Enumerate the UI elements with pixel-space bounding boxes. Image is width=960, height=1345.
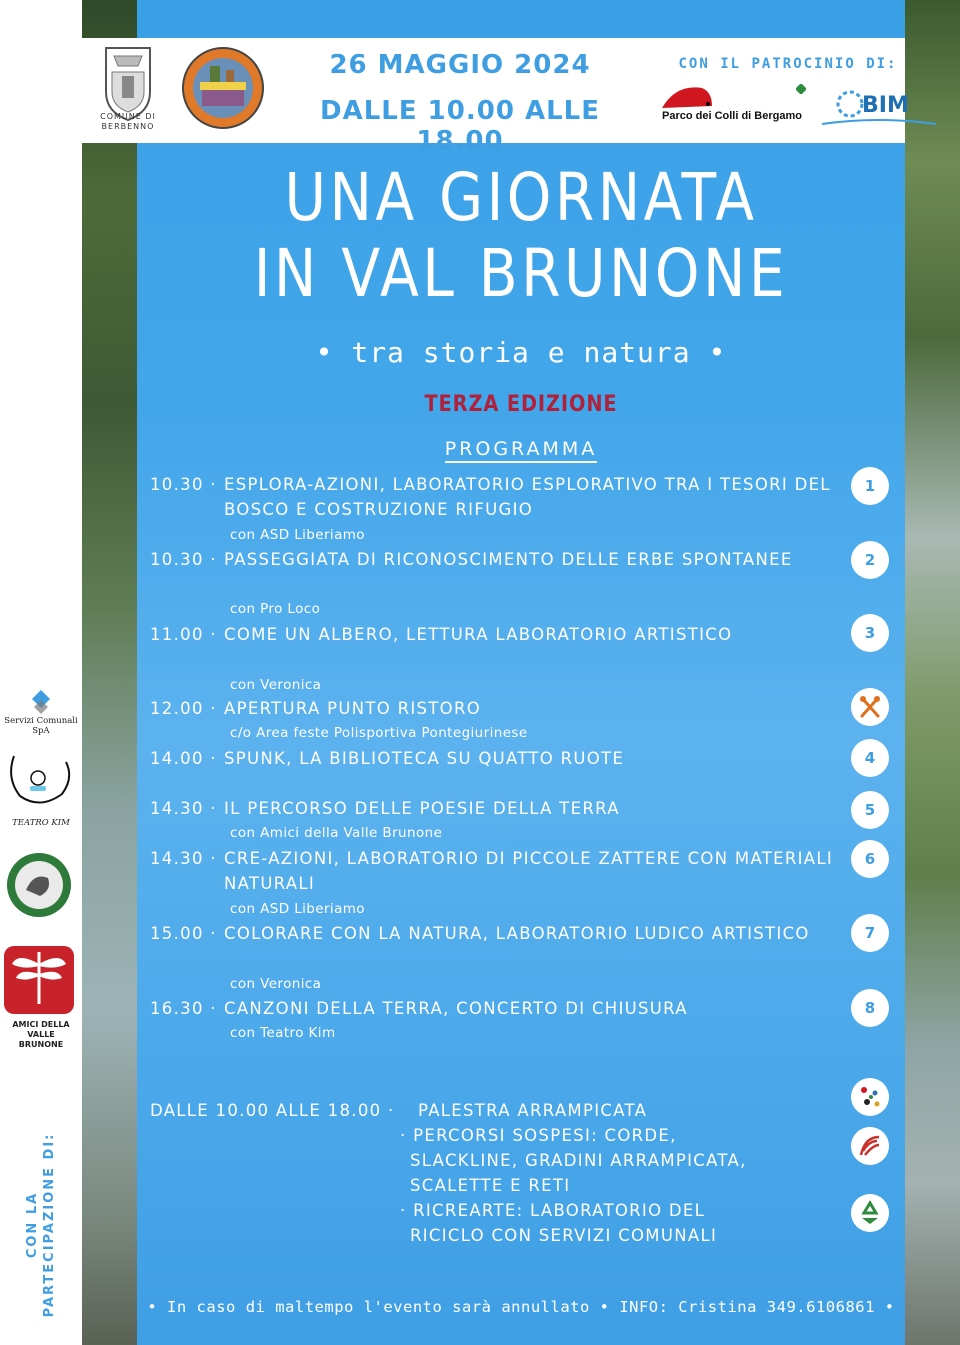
- bim-logo-icon: [818, 80, 940, 130]
- title-line-1: UNA GIORNATA: [284, 159, 758, 236]
- extras-line-6: RICICLO CON SERVIZI COMUNALI: [410, 1226, 718, 1245]
- extras-line-3: SLACKLINE, GRADINI ARRAMPICATA,: [410, 1151, 747, 1170]
- dragonfly-logo-icon: [0, 944, 82, 1016]
- extras-time: DALLE 10.00 ALLE 18.00 ·: [150, 1101, 395, 1120]
- badge-number: 1: [851, 467, 889, 505]
- extras-line-4: SCALETTE E RETI: [410, 1176, 571, 1195]
- programma-text: PROGRAMMA: [445, 438, 598, 463]
- servizi-label: Servizi Comunali SpA: [4, 716, 78, 736]
- comune-label: COMUNE DI BERBENNO: [100, 112, 156, 131]
- forest-photo-left: [82, 0, 137, 1345]
- teatro-kim-logo-icon: [0, 748, 82, 818]
- item-desc: APERTURA PUNTO RISTORO: [224, 699, 482, 718]
- berbenno-logo-icon: [180, 44, 266, 132]
- item-time: 14.30 ·: [150, 849, 217, 868]
- badge-number: 6: [851, 840, 889, 878]
- item-time: 15.00 ·: [150, 924, 217, 943]
- item-time: 11.00 ·: [150, 625, 217, 644]
- item-time: 10.30 ·: [150, 475, 217, 494]
- parco-label: Parco dei Colli di Bergamo: [662, 110, 802, 122]
- item-desc: ESPLORA-AZIONI, LABORATORIO ESPLORATIVO TRA I TESORI DEL BOSCO E COSTRUZIONE RIFUGIO: [224, 475, 831, 519]
- rope-icon: [851, 1127, 889, 1165]
- item-desc: SPUNK, LA BIBLIOTECA SU QUATTO RUOTE: [224, 749, 625, 768]
- edition-label: TERZA EDIZIONE: [424, 392, 618, 417]
- item-time: 14.30 ·: [150, 799, 217, 818]
- subtitle: • tra storia e natura •: [315, 336, 727, 369]
- item-time: 16.30 ·: [150, 999, 217, 1018]
- amici-label: [0, 1020, 82, 1050]
- badge-number: 4: [851, 739, 889, 777]
- partecipazione-vertical-label: [24, 1105, 64, 1345]
- item-host: con Amici della Valle Brunone: [230, 825, 443, 841]
- vertical-line-2: PARTECIPAZIONE DI:: [42, 1132, 57, 1318]
- item-desc: PASSEGGIATA DI RICONOSCIMENTO DELLE ERBE SPONTANEE: [224, 550, 793, 569]
- item-host: con ASD Liberiamo: [230, 527, 365, 543]
- amici-line-2: VALLE: [27, 1030, 55, 1039]
- badge-number: 7: [851, 914, 889, 952]
- programma-heading: [137, 438, 905, 460]
- item-host: con ASD Liberiamo: [230, 901, 365, 917]
- round-partner-badge-icon: [0, 850, 82, 920]
- event-date: 26 MAGGIO 2024: [329, 50, 591, 80]
- badge-number: 5: [851, 791, 889, 829]
- item-desc: COLORARE CON LA NATURA, LABORATORIO LUDICO ARTISTICO: [224, 924, 810, 943]
- event-hours: DALLE 10.00 ALLE 18.00: [320, 96, 600, 156]
- climbing-wall-icon: [851, 1078, 889, 1116]
- teatro-label: TEATRO KIM: [12, 818, 70, 828]
- badge-number: 3: [851, 614, 889, 652]
- item-host: con Teatro Kim: [230, 1025, 336, 1041]
- item-desc: COME UN ALBERO, LETTURA LABORATORIO ARTISTICO: [224, 625, 733, 644]
- item-desc: CANZONI DELLA TERRA, CONCERTO DI CHIUSURA: [224, 999, 688, 1018]
- footer-info: • In caso di maltempo l'evento sarà annullato • INFO: Cristina 349.6106861 •: [147, 1298, 895, 1316]
- cutlery-icon: [851, 688, 889, 726]
- item-time: 10.30 ·: [150, 550, 217, 569]
- item-time: 14.00 ·: [150, 749, 217, 768]
- amici-line-3: BRUNONE: [18, 1040, 64, 1049]
- badge-number: 2: [851, 541, 889, 579]
- vertical-line-1: CON LA: [25, 1191, 40, 1259]
- item-time: 12.00 ·: [150, 699, 217, 718]
- title-line-2: IN VAL BRUNONE: [253, 235, 789, 312]
- servizi-comunali-logo-icon: [0, 688, 82, 718]
- item-desc: CRE-AZIONI, LABORATORIO DI PICCOLE ZATTERE CON MATERIALI NATURALI: [224, 849, 834, 893]
- item-host: con Pro Loco: [230, 601, 321, 617]
- item-host: con Veronica: [230, 976, 322, 992]
- amici-line-1: AMICI DELLA: [12, 1020, 70, 1029]
- extras-line-1: PALESTRA ARRAMPICATA: [418, 1101, 648, 1120]
- svg-text:BIM: BIM: [862, 93, 909, 118]
- patrocinio-label: CON IL PATROCINIO DI:: [678, 56, 898, 72]
- extras-line-5: · RICREARTE: LABORATORIO DEL: [400, 1201, 706, 1220]
- badge-number: 8: [851, 989, 889, 1027]
- item-host: c/o Area feste Polisportiva Pontegiurinese: [230, 725, 528, 741]
- item-desc: IL PERCORSO DELLE POESIE DELLA TERRA: [224, 799, 620, 818]
- extras-line-2: · PERCORSI SOSPESI: CORDE,: [400, 1126, 677, 1145]
- item-host: con Veronica: [230, 677, 322, 693]
- recycle-icon: [851, 1194, 889, 1232]
